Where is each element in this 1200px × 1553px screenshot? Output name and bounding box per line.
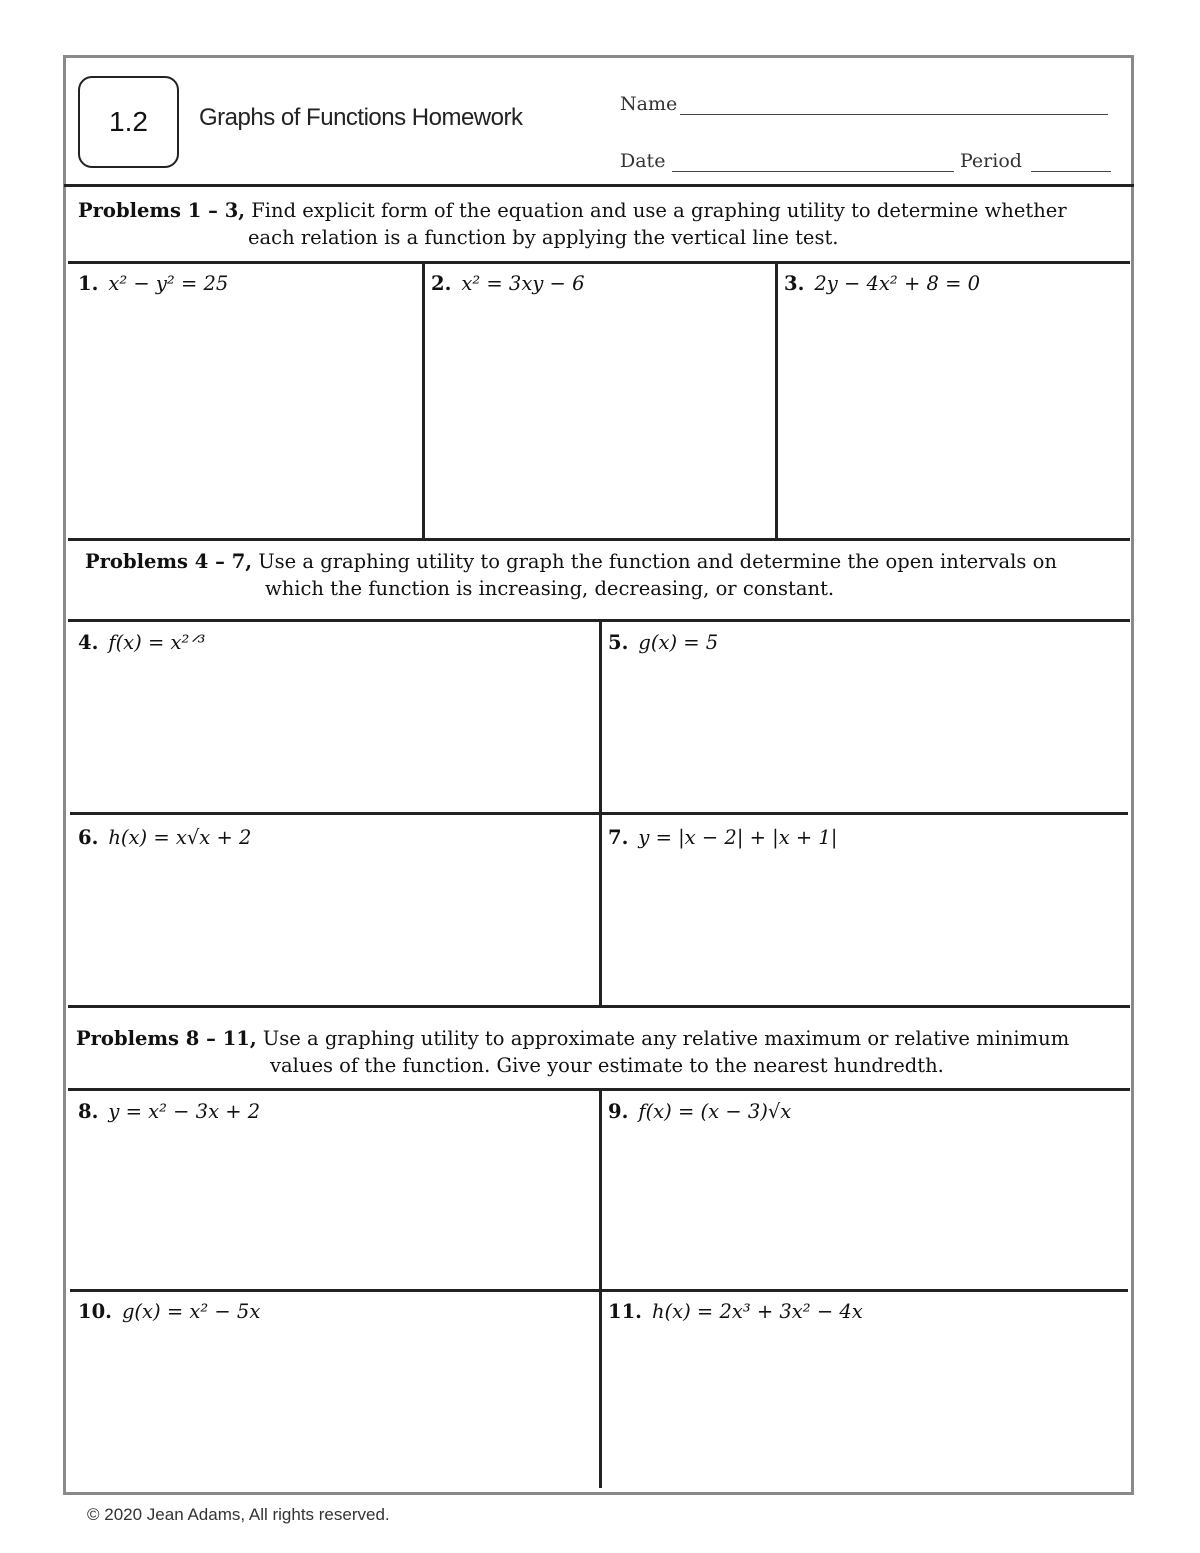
grid-divider: [422, 262, 425, 540]
problem-3: 3. 2y − 4x² + 8 = 0: [784, 272, 981, 295]
section-1-divider: [68, 261, 1130, 264]
section-2-line2: which the function is increasing, decreasing, or constant.: [265, 577, 835, 600]
problem-1: 1. x² − y² = 25: [78, 272, 229, 295]
section-1-lead: Problems 1 – 3,: [78, 199, 246, 222]
section-3-instructions: [76, 1025, 1126, 1079]
period-label: Period: [960, 150, 1022, 172]
name-field[interactable]: [680, 114, 1108, 115]
problem-11: 11. h(x) = 2x³ + 3x² − 4x: [608, 1300, 863, 1323]
section-3-top-divider: [68, 1005, 1130, 1008]
section-1-line2: each relation is a function by applying the vertical line test.: [248, 226, 839, 249]
date-label: Date: [620, 150, 666, 172]
section-2-line1: Use a graphing utility to graph the function and determine the open intervals on: [252, 550, 1057, 573]
lesson-number: 1.2: [109, 106, 148, 137]
section-2-lead: Problems 4 – 7,: [85, 550, 253, 573]
grid-divider: [775, 262, 778, 540]
problem-4: 4. f(x) = x²ᐟ³: [78, 631, 206, 654]
date-field[interactable]: [672, 171, 954, 172]
section-1-line1: Find explicit form of the equation and use a graphing utility to determine whether: [245, 199, 1067, 222]
section-2-instructions: [85, 548, 1125, 602]
name-label: Name: [620, 93, 678, 115]
section-2-top-divider: [68, 538, 1130, 541]
row-divider: [70, 812, 1128, 815]
section-3-line2: values of the function. Give your estimate to the nearest hundredth.: [270, 1054, 944, 1077]
copyright-footer: © 2020 Jean Adams, All rights reserved.: [87, 1505, 390, 1524]
row-divider: [70, 1289, 1128, 1292]
lesson-number-badge: [78, 76, 179, 168]
problem-2: 2. x² = 3xy − 6: [431, 272, 585, 295]
problem-9: 9. f(x) = (x − 3)√x: [608, 1100, 792, 1123]
problem-10: 10. g(x) = x² − 5x: [78, 1300, 261, 1323]
page-title: Graphs of Functions Homework: [199, 104, 523, 131]
header-divider: [64, 184, 1134, 187]
section-1-instructions: [78, 197, 1118, 251]
section-3-line1: Use a graphing utility to approximate any relative maximum or relative minimum: [256, 1027, 1070, 1050]
problem-6: 6. h(x) = x√x + 2: [78, 826, 252, 849]
problem-7: 7. y = |x − 2| + |x + 1|: [608, 826, 838, 849]
problem-5: 5. g(x) = 5: [608, 631, 719, 654]
section-3-lead: Problems 8 – 11,: [76, 1027, 257, 1050]
problem-8: 8. y = x² − 3x + 2: [78, 1100, 261, 1123]
period-field[interactable]: [1031, 171, 1111, 172]
